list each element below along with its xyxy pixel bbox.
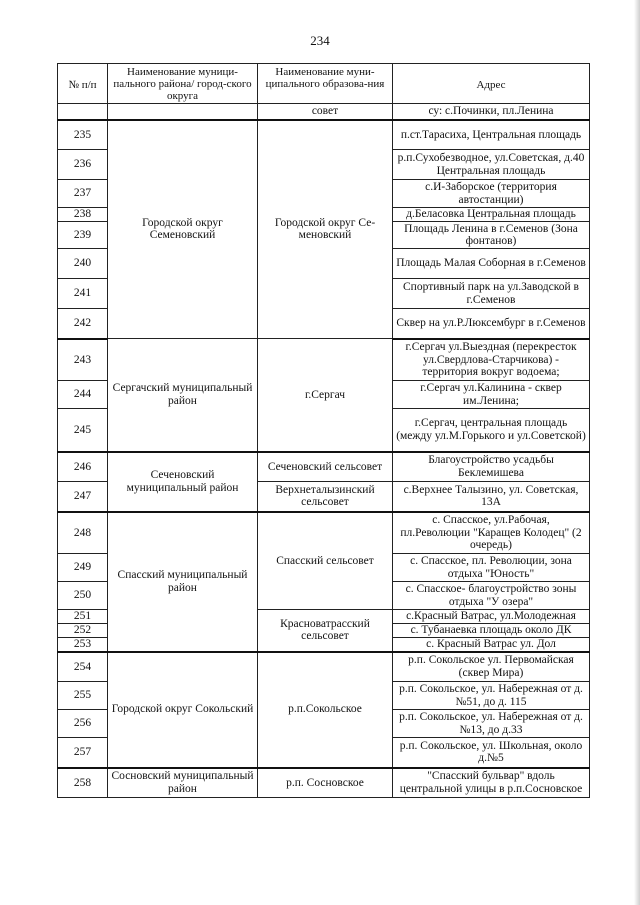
cell-num: 246 [58,452,108,482]
cell-num: 251 [58,610,108,624]
cell-formation: Красноватрасский сельсовет [258,610,393,652]
table-row [58,120,590,150]
cell-num: 250 [58,582,108,610]
cell-num: 248 [58,512,108,554]
cell-num [58,104,108,120]
cell-address: Площадь Малая Соборная в г.Семенов [393,249,590,279]
cell-num: 241 [58,279,108,309]
cell-address: Площадь Ленина в г.Семенов (Зона фонтанов) [393,222,590,249]
cell-num: 245 [58,409,108,452]
cell-formation: р.п. Сосновское [258,768,393,798]
cell-district [108,104,258,120]
cell-district: Сергачский муниципальный район [108,339,258,452]
cell-num: 238 [58,208,108,222]
cell-address: с.Верхнее Талызино, ул. Советская, 13А [393,482,590,512]
cell-num: 237 [58,180,108,208]
cell-district: Городской округ Семеновский [108,120,258,339]
cell-num: 244 [58,381,108,409]
column-header-address: Адрес [393,64,590,104]
table-row [58,652,590,682]
cell-address: су: с.Починки, пл.Ленина [393,104,590,120]
table-row [58,452,590,482]
cell-num: 235 [58,120,108,150]
cell-address: с. Спасское, пл. Революции, зона отдыха "Юность" [393,554,590,582]
cell-num: 252 [58,624,108,638]
column-header-formation: Наименование муни-ципального образова-ния [258,64,393,104]
cell-num: 240 [58,249,108,279]
cell-formation: Верхнеталызинский сельсовет [258,482,393,512]
cell-address: г.Сергач ул.Калинина - сквер им.Ленина; [393,381,590,409]
table-header-row [58,64,590,104]
cell-formation: Сеченовский сельсовет [258,452,393,482]
cell-num: 254 [58,652,108,682]
cell-num: 239 [58,222,108,249]
cell-address: с.И-Заборское (территория автостанции) [393,180,590,208]
cell-district: Спасский муниципальный район [108,512,258,652]
cell-num: 256 [58,710,108,738]
cell-district: Сосновский муниципальный район [108,768,258,798]
cell-num: 236 [58,150,108,180]
cell-formation: р.п.Сокольское [258,652,393,768]
cell-num: 249 [58,554,108,582]
table-row [58,339,590,381]
table-row [58,768,590,798]
cell-address: "Спасский бульвар" вдоль центральной улицы в р.п.Сосновское [393,768,590,798]
cell-address: р.п.Сухобезводное, ул.Советская, д.40 Центральная площадь [393,150,590,180]
cell-address: с. Спасское, ул.Рабочая, пл.Революции "Каращев Колодец" (2 очередь) [393,512,590,554]
cell-formation: г.Сергач [258,339,393,452]
cell-num: 247 [58,482,108,512]
cell-num: 255 [58,682,108,710]
cell-address: г.Сергач, центральная площадь (между ул.М.Горького и ул.Советской) [393,409,590,452]
parks-table [57,63,590,798]
cell-address: г.Сергач ул.Выездная (перекресток ул.Свердлова-Старчикова) - территория вокруг водоема; [393,339,590,381]
cell-address: с. Красный Ватрас ул. Дол [393,638,590,652]
cell-address: с. Тубанаевка площадь около ДК [393,624,590,638]
column-header-district: Наименование муници-пального района/ город-ского округа [108,64,258,104]
cell-address: Сквер на ул.Р.Люксембург в г.Семенов [393,309,590,339]
cell-formation: совет [258,104,393,120]
table-row [58,104,590,120]
cell-address: Спортивный парк на ул.Заводской в г.Семенов [393,279,590,309]
cell-num: 258 [58,768,108,798]
cell-district: Сеченовский муниципальный район [108,452,258,512]
cell-address: р.п. Сокольское ул. Первомайская (сквер Мира) [393,652,590,682]
cell-address: с. Спасское- благоустройство зоны отдыха "У озера" [393,582,590,610]
cell-formation: Спасский сельсовет [258,512,393,610]
cell-address: р.п. Сокольское, ул. Школьная, около д.№5 [393,738,590,768]
cell-num: 257 [58,738,108,768]
cell-address: д.Беласовка Центральная площадь [393,208,590,222]
cell-address: с.Красный Ватрас, ул.Молодежная [393,610,590,624]
page-number: 234 [310,33,330,48]
cell-address: р.п. Сокольское, ул. Набережная от д.№13, до д.33 [393,710,590,738]
cell-num: 242 [58,309,108,339]
cell-formation: Городской округ Се-меновский [258,120,393,339]
cell-address: п.ст.Тарасиха, Центральная площадь [393,120,590,150]
column-header-num: № п/п [58,64,108,104]
cell-district: Городской округ Сокольский [108,652,258,768]
table-row [58,512,590,554]
cell-num: 253 [58,638,108,652]
cell-address: р.п. Сокольское, ул. Набережная от д.№51, до д. 115 [393,682,590,710]
page-edge-shadow [634,0,640,905]
cell-num: 243 [58,339,108,381]
cell-address: Благоустройство усадьбы Беклемишева [393,452,590,482]
